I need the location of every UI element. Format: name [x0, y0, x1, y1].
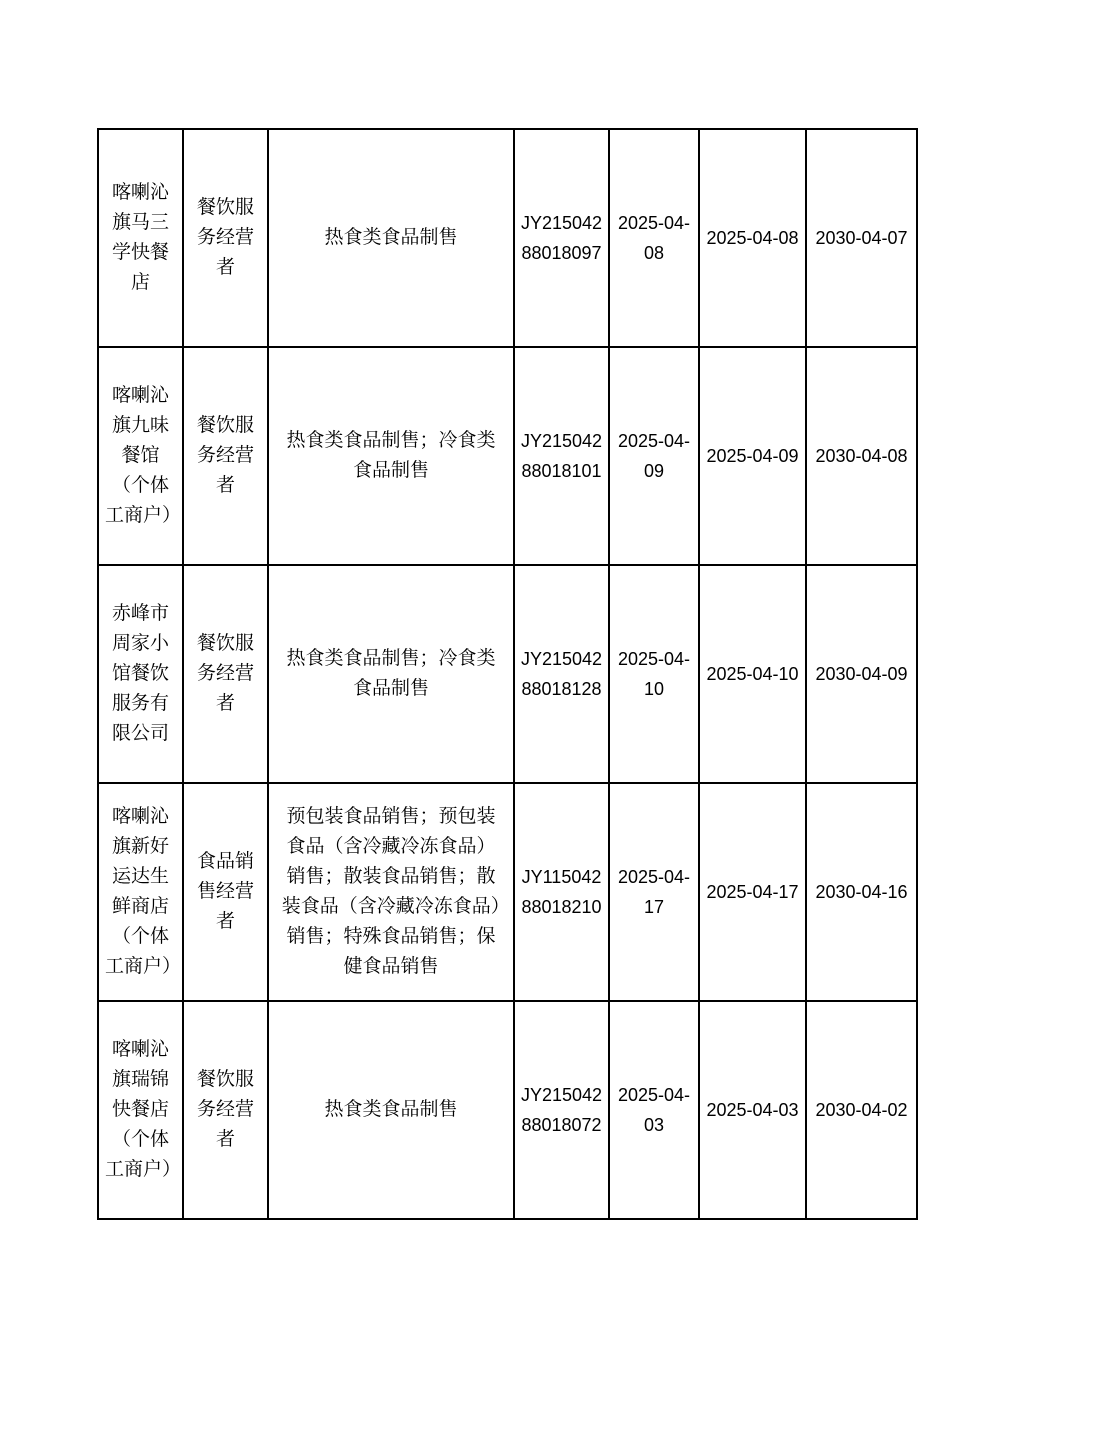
operator-type-cell: 餐饮服务经营者 [183, 565, 268, 783]
license-number-cell: JY21504288018072 [514, 1001, 609, 1219]
business-name-cell: 喀喇沁旗马三学快餐店 [98, 129, 183, 347]
operator-type-cell: 餐饮服务经营者 [183, 1001, 268, 1219]
valid-to-cell: 2030-04-02 [806, 1001, 917, 1219]
operator-type-cell: 食品销售经营者 [183, 783, 268, 1001]
valid-from-cell: 2025-04-10 [699, 565, 806, 783]
valid-from-cell: 2025-04-09 [699, 347, 806, 565]
license-number-cell: JY21504288018097 [514, 129, 609, 347]
business-scope-cell: 热食类食品制售 [268, 129, 514, 347]
valid-from-cell: 2025-04-08 [699, 129, 806, 347]
license-table [97, 128, 918, 1220]
business-name-cell: 赤峰市周家小馆餐饮服务有限公司 [98, 565, 183, 783]
business-scope-cell: 热食类食品制售；冷食类食品制售 [268, 347, 514, 565]
license-row [98, 347, 917, 565]
business-scope-cell: 预包装食品销售；预包装食品（含冷藏冷冻食品）销售；散装食品销售；散装食品（含冷藏冷冻食品）销售；特殊食品销售；保健食品销售 [268, 783, 514, 1001]
license-date-cell: 2025-04-10 [609, 565, 699, 783]
license-row [98, 783, 917, 1001]
valid-to-cell: 2030-04-07 [806, 129, 917, 347]
license-number-cell: JY11504288018210 [514, 783, 609, 1001]
business-scope-cell: 热食类食品制售；冷食类食品制售 [268, 565, 514, 783]
license-row [98, 1001, 917, 1219]
business-name-cell: 喀喇沁旗新好运达生鲜商店（个体工商户） [98, 783, 183, 1001]
license-row [98, 565, 917, 783]
license-date-cell: 2025-04-03 [609, 1001, 699, 1219]
valid-to-cell: 2030-04-08 [806, 347, 917, 565]
operator-type-cell: 餐饮服务经营者 [183, 347, 268, 565]
business-name-cell: 喀喇沁旗瑞锦快餐店（个体工商户） [98, 1001, 183, 1219]
license-row [98, 129, 917, 347]
license-number-cell: JY21504288018101 [514, 347, 609, 565]
license-date-cell: 2025-04-17 [609, 783, 699, 1001]
operator-type-cell: 餐饮服务经营者 [183, 129, 268, 347]
valid-from-cell: 2025-04-03 [699, 1001, 806, 1219]
business-name-cell: 喀喇沁旗九味餐馆（个体工商户） [98, 347, 183, 565]
valid-from-cell: 2025-04-17 [699, 783, 806, 1001]
license-date-cell: 2025-04-08 [609, 129, 699, 347]
license-date-cell: 2025-04-09 [609, 347, 699, 565]
license-number-cell: JY21504288018128 [514, 565, 609, 783]
valid-to-cell: 2030-04-09 [806, 565, 917, 783]
valid-to-cell: 2030-04-16 [806, 783, 917, 1001]
business-scope-cell: 热食类食品制售 [268, 1001, 514, 1219]
